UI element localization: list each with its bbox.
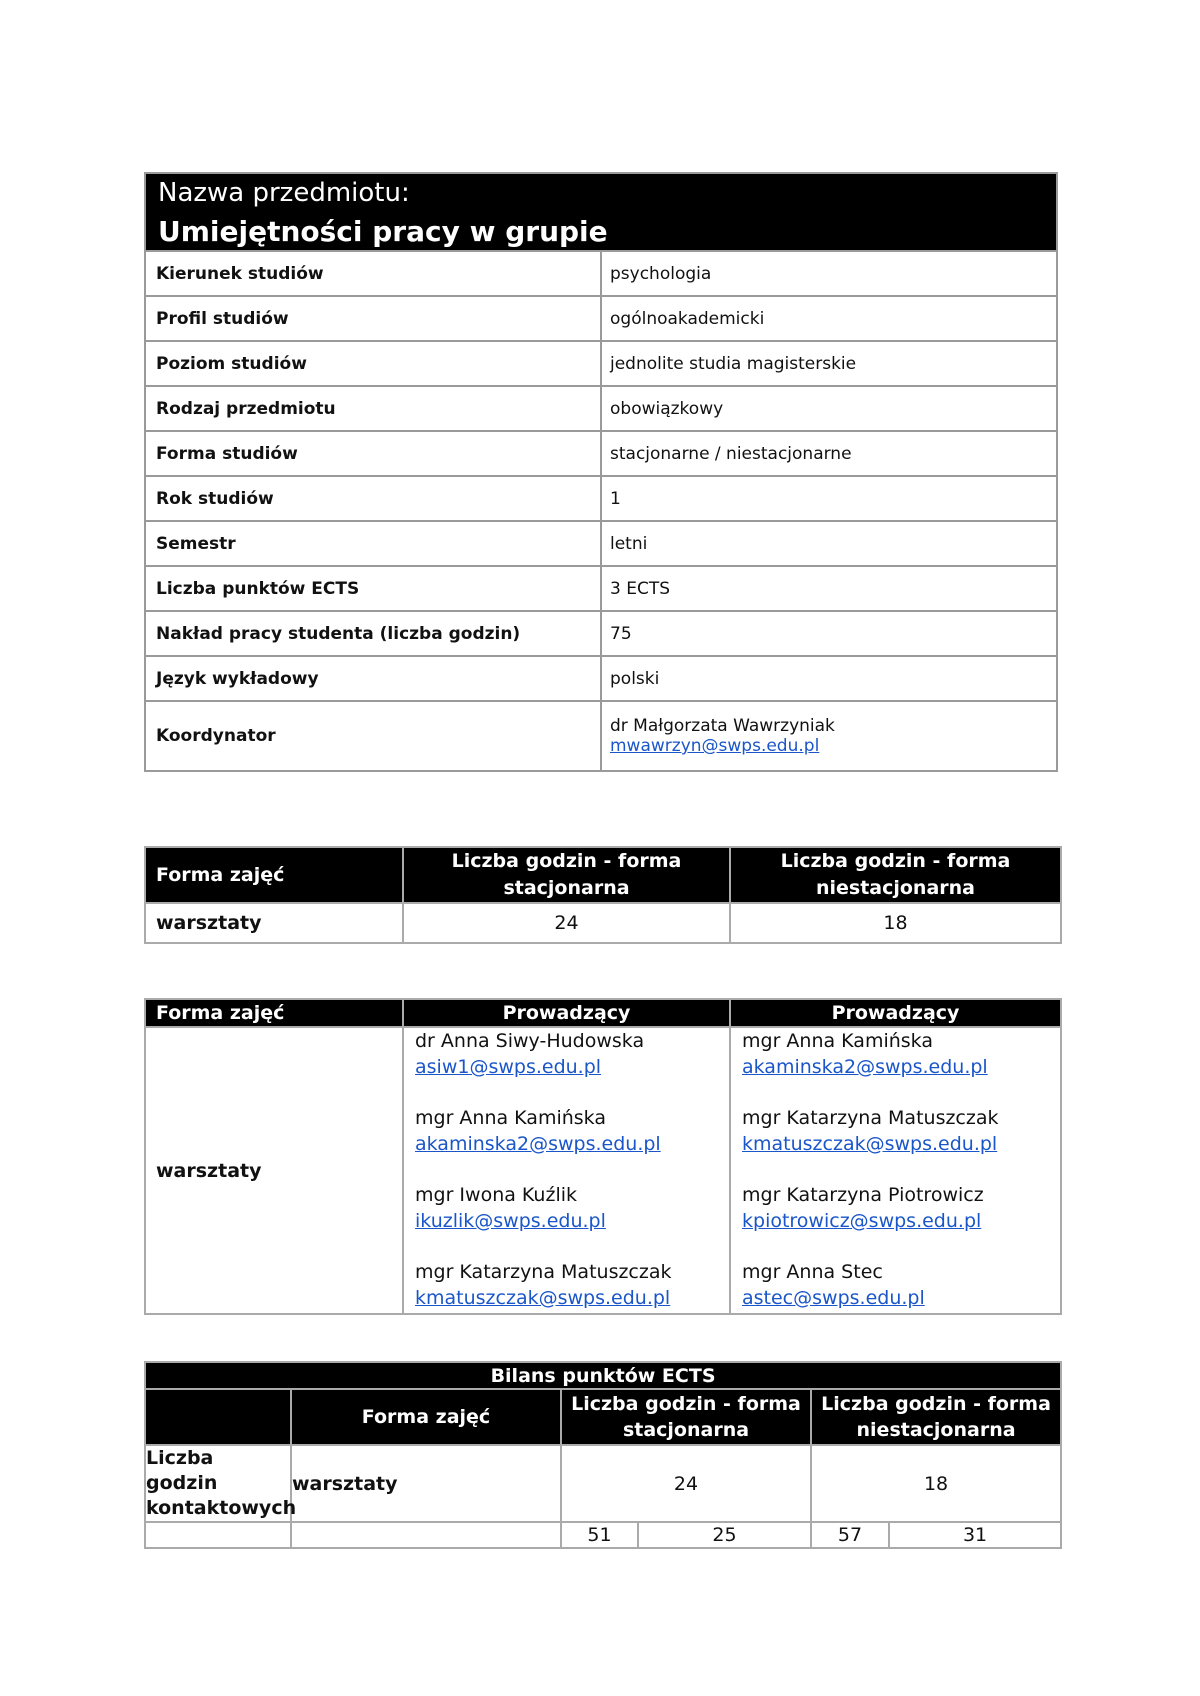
row-label: Rok studiów xyxy=(145,476,601,521)
coordinator-value xyxy=(601,701,1057,771)
coordinator-label: Koordynator xyxy=(145,701,601,771)
course-header-label: Nazwa przedmiotu: xyxy=(145,173,1057,212)
header-form: Forma zajęć xyxy=(291,1389,561,1445)
row-value: stacjonarne / niestacjonarne xyxy=(601,431,1057,476)
teacher-name: mgr Anna Stec xyxy=(742,1261,883,1283)
header-empty xyxy=(145,1389,291,1445)
teacher-name: mgr Anna Kamińska xyxy=(742,1030,933,1052)
ects-hours-extramural: 18 xyxy=(811,1445,1061,1522)
row-label: Liczba punktów ECTS xyxy=(145,566,601,611)
header-hours-extramural: Liczba godzin - forma niestacjonarna xyxy=(730,847,1061,903)
row-value: 3 ECTS xyxy=(601,566,1057,611)
teacher-entry xyxy=(415,1105,729,1157)
teacher-email-link[interactable]: kmatuszczak@swps.edu.pl xyxy=(742,1133,998,1155)
ects-balance-table xyxy=(144,1361,1062,1549)
empty-cell xyxy=(291,1522,561,1548)
row-label: Kierunek studiów xyxy=(145,251,601,296)
teacher-entry xyxy=(742,1028,1060,1080)
row-label: Rodzaj przedmiotu xyxy=(145,386,601,431)
ects-extra-value: 57 xyxy=(811,1522,889,1548)
header-hours-stationary: Liczba godzin - forma stacjonarna xyxy=(403,847,730,903)
teacher-email-link[interactable]: astec@swps.edu.pl xyxy=(742,1287,925,1309)
header-form: Forma zajęć xyxy=(145,999,403,1027)
teacher-name: mgr Katarzyna Matuszczak xyxy=(742,1107,999,1129)
teacher-email-link[interactable]: akaminska2@swps.edu.pl xyxy=(742,1056,988,1078)
teacher-email-link[interactable]: akaminska2@swps.edu.pl xyxy=(415,1133,661,1155)
teacher-email-link[interactable]: kmatuszczak@swps.edu.pl xyxy=(415,1287,671,1309)
coordinator-name: dr Małgorzata Wawrzyniak xyxy=(610,716,835,736)
ects-title: Bilans punktów ECTS xyxy=(145,1362,1061,1389)
row-value: psychologia xyxy=(601,251,1057,296)
row-label: Nakład pracy studenta (liczba godzin) xyxy=(145,611,601,656)
contact-hours-label: Liczba godzin kontaktowych xyxy=(145,1445,291,1522)
teacher-entry xyxy=(415,1028,729,1080)
row-value: polski xyxy=(601,656,1057,701)
row-value: 75 xyxy=(601,611,1057,656)
teachers-form: warsztaty xyxy=(145,1027,403,1314)
hours-extramural: 18 xyxy=(730,903,1061,943)
hours-stationary: 24 xyxy=(403,903,730,943)
ects-extra-value: 31 xyxy=(889,1522,1061,1548)
teacher-name: mgr Iwona Kuźlik xyxy=(415,1184,578,1206)
row-label: Semestr xyxy=(145,521,601,566)
empty-cell xyxy=(145,1522,291,1548)
row-label: Forma studiów xyxy=(145,431,601,476)
teacher-entry xyxy=(742,1182,1060,1234)
teacher-entry xyxy=(742,1259,1060,1311)
teacher-name: dr Anna Siwy-Hudowska xyxy=(415,1030,645,1052)
teacher-entry xyxy=(742,1105,1060,1157)
teacher-name: mgr Katarzyna Matuszczak xyxy=(415,1261,672,1283)
teachers-col-1 xyxy=(403,1027,730,1314)
header-teachers-1: Prowadzący xyxy=(403,999,730,1027)
teacher-entry xyxy=(415,1259,729,1311)
teacher-entry xyxy=(415,1182,729,1234)
teacher-email-link[interactable]: kpiotrowicz@swps.edu.pl xyxy=(742,1210,982,1232)
teacher-email-link[interactable]: asiw1@swps.edu.pl xyxy=(415,1056,602,1078)
ects-hours-stationary: 24 xyxy=(561,1445,811,1522)
row-value: ogólnoakademicki xyxy=(601,296,1057,341)
teachers-col-2 xyxy=(730,1027,1061,1314)
row-value: jednolite studia magisterskie xyxy=(601,341,1057,386)
row-label: Język wykładowy xyxy=(145,656,601,701)
row-value: letni xyxy=(601,521,1057,566)
hours-form: warsztaty xyxy=(145,903,403,943)
ects-extra-value: 51 xyxy=(561,1522,638,1548)
row-label: Poziom studiów xyxy=(145,341,601,386)
header-hours-extramural: Liczba godzin - forma niestacjonarna xyxy=(811,1389,1061,1445)
teachers-table xyxy=(144,998,1062,1315)
hours-table xyxy=(144,846,1062,944)
course-name: Umiejętności pracy w grupie xyxy=(145,212,1057,251)
row-label: Profil studiów xyxy=(145,296,601,341)
teacher-email-link[interactable]: ikuzlik@swps.edu.pl xyxy=(415,1210,606,1232)
header-hours-stationary: Liczba godzin - forma stacjonarna xyxy=(561,1389,811,1445)
ects-form: warsztaty xyxy=(291,1445,561,1522)
coordinator-email-link[interactable]: mwawrzyn@swps.edu.pl xyxy=(610,736,820,756)
teacher-name: mgr Anna Kamińska xyxy=(415,1107,606,1129)
teacher-name: mgr Katarzyna Piotrowicz xyxy=(742,1184,984,1206)
header-teachers-2: Prowadzący xyxy=(730,999,1061,1027)
ects-extra-value: 25 xyxy=(638,1522,811,1548)
course-info-table xyxy=(144,172,1058,772)
row-value: 1 xyxy=(601,476,1057,521)
header-form: Forma zajęć xyxy=(145,847,403,903)
row-value: obowiązkowy xyxy=(601,386,1057,431)
